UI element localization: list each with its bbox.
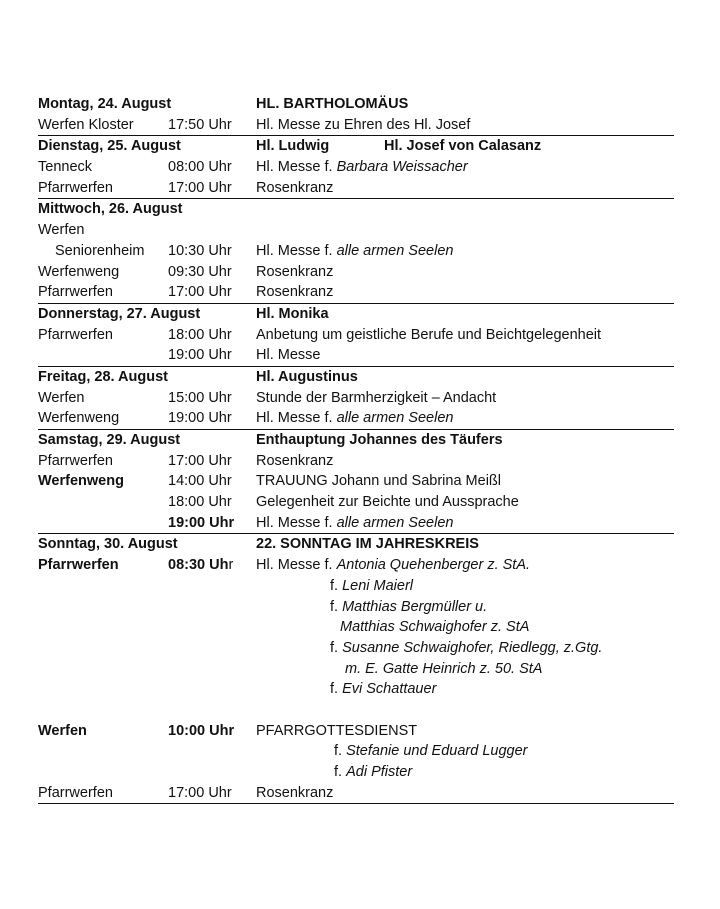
feast-label: Hl. Monika xyxy=(256,305,329,322)
intention-row xyxy=(38,638,674,659)
service-row xyxy=(38,115,674,136)
service-type: Hl. Messe f. xyxy=(256,557,337,574)
place-row xyxy=(38,220,674,241)
time: 15:00 Uhr xyxy=(168,389,232,406)
time: 17:50 Uhr xyxy=(168,116,232,133)
intention: Matthias Bergmüller u. xyxy=(342,598,488,615)
place: Pfarrwerfen xyxy=(38,557,119,574)
intention-line xyxy=(334,741,528,762)
service-text: Rosenkranz xyxy=(256,284,334,301)
feast-label: HL. BARTHOLOMÄUS xyxy=(256,96,409,112)
feast-label: 22. SONNTAG IM JAHRESKREIS xyxy=(256,536,479,553)
day-header-row xyxy=(38,430,674,451)
intention-row xyxy=(38,576,674,597)
time-rest: r xyxy=(228,557,234,574)
day-header-row xyxy=(38,367,674,388)
intention-line xyxy=(330,679,436,700)
service-type: Hl. Messe f. xyxy=(256,159,337,176)
service-type: Hl. Messe f. xyxy=(256,514,337,531)
place: Werfen xyxy=(38,222,85,239)
day-header-row xyxy=(38,136,674,157)
service-row xyxy=(38,721,674,742)
intention: m. E. Gatte Heinrich z. 50. StA xyxy=(345,660,543,677)
feast-label: Hl. Ludwig xyxy=(256,138,330,155)
place: Tenneck xyxy=(38,159,93,176)
intention-row xyxy=(38,679,674,700)
time: 19:00 Uhr xyxy=(168,410,232,427)
place: Pfarrwerfen xyxy=(38,284,113,301)
place: Werfenweng xyxy=(38,410,120,427)
day-label: Sonntag, 30. August xyxy=(38,536,178,553)
service-text: Rosenkranz xyxy=(256,452,334,469)
day-label: Samstag, 29. August xyxy=(38,432,181,448)
spacer xyxy=(38,700,674,721)
intention: Stefanie und Eduard Lugger xyxy=(346,743,528,760)
place: Werfen xyxy=(38,389,85,406)
time: 09:30 Uhr xyxy=(168,263,232,280)
service-text: Rosenkranz xyxy=(256,179,334,196)
feast-label: Hl. Augustinus xyxy=(256,368,358,385)
service-row xyxy=(38,178,674,199)
time: 10:30 Uhr xyxy=(168,242,232,259)
day-label: Donnerstag, 27. August xyxy=(38,305,201,322)
intention: Evi Schattauer xyxy=(342,681,437,698)
intention: Matthias Schwaighofer z. StA xyxy=(340,619,530,636)
intention-row xyxy=(38,741,674,762)
intention-line xyxy=(330,638,602,659)
time: 14:00 Uhr xyxy=(168,473,232,490)
service-text: TRAUUNG Johann und Sabrina Meißl xyxy=(256,473,501,490)
service-row xyxy=(38,157,674,178)
time xyxy=(168,555,233,576)
place: Pfarrwerfen xyxy=(38,326,113,343)
service-row xyxy=(38,345,674,366)
place: Seniorenheim xyxy=(55,242,145,259)
time: 10:00 Uhr xyxy=(168,722,235,739)
service-row xyxy=(38,783,674,804)
service-row xyxy=(38,451,674,472)
service-text: Gelegenheit zur Beichte und Aussprache xyxy=(256,494,519,511)
service-text xyxy=(256,408,453,429)
time: 19:00 Uhr xyxy=(168,514,235,531)
time: 08:00 Uhr xyxy=(168,159,232,176)
intention-prefix: f. xyxy=(334,743,347,760)
service-row xyxy=(38,513,674,534)
divider xyxy=(38,803,674,804)
intention: Leni Maierl xyxy=(342,577,414,594)
time: 18:00 Uhr xyxy=(168,494,232,511)
service-row xyxy=(38,492,674,513)
day-label: Montag, 24. August xyxy=(38,96,172,112)
intention-prefix: f. xyxy=(334,764,347,780)
service-text xyxy=(256,513,453,534)
intention: alle armen Seelen xyxy=(336,410,454,427)
intention-row xyxy=(38,617,674,638)
intention-row xyxy=(38,659,674,680)
day-header-row xyxy=(38,94,674,115)
place: Pfarrwerfen xyxy=(38,452,113,469)
place: Werfenweng xyxy=(38,473,124,490)
service-text xyxy=(256,157,468,178)
service-type: Hl. Messe f. xyxy=(256,410,337,427)
service-row xyxy=(38,555,674,576)
intention: Susanne Schwaighofer, Riedlegg, z.Gtg. xyxy=(342,639,603,656)
time: 17:00 Uhr xyxy=(168,179,232,196)
intention-prefix: f. xyxy=(330,577,343,594)
day-label: Freitag, 28. August xyxy=(38,368,168,385)
service-text xyxy=(256,555,530,576)
intention: Antonia Quehenberger z. StA. xyxy=(336,557,531,574)
service-text: Anbetung um geistliche Berufe und Beichtgelegenheit xyxy=(256,326,602,343)
place: Werfenweng xyxy=(38,263,120,280)
feast-label-2: Hl. Josef von Calasanz xyxy=(384,138,542,155)
service-row xyxy=(38,408,674,429)
place: Pfarrwerfen xyxy=(38,784,113,801)
service-text: Hl. Messe xyxy=(256,347,321,364)
service-text: Hl. Messe zu Ehren des Hl. Josef xyxy=(256,116,471,133)
place: Werfen Kloster xyxy=(38,116,134,133)
intention: alle armen Seelen xyxy=(336,514,454,531)
service-row xyxy=(38,325,674,346)
service-text: Stunde der Barmherzigkeit – Andacht xyxy=(256,389,497,406)
schedule-table xyxy=(38,94,674,804)
day-header-row xyxy=(38,534,674,555)
service-text: Rosenkranz xyxy=(256,263,334,280)
day-header-row xyxy=(38,199,674,220)
day-label: Dienstag, 25. August xyxy=(38,138,181,155)
service-row xyxy=(38,471,674,492)
service-row xyxy=(38,282,674,303)
time: 19:00 Uhr xyxy=(168,347,232,364)
intention-prefix: f. xyxy=(330,681,343,698)
day-label: Mittwoch, 26. August xyxy=(38,201,183,218)
time: 17:00 Uhr xyxy=(168,452,232,469)
time: 17:00 Uhr xyxy=(168,284,232,301)
intention-row xyxy=(38,597,674,618)
service-row xyxy=(38,388,674,409)
intention-line xyxy=(334,762,412,783)
intention-row xyxy=(38,762,674,783)
intention: Adi Pfister xyxy=(346,764,413,780)
intention-line xyxy=(330,576,413,597)
place: Werfen xyxy=(38,722,87,739)
day-header-row xyxy=(38,304,674,325)
service-row xyxy=(38,262,674,283)
intention-line xyxy=(330,597,487,618)
time: 17:00 Uhr xyxy=(168,784,232,801)
feast-label: Enthauptung Johannes des Täufers xyxy=(256,432,503,448)
service-text xyxy=(256,241,453,262)
service-text: Rosenkranz xyxy=(256,784,334,801)
intention-prefix: f. xyxy=(330,639,343,656)
place: Pfarrwerfen xyxy=(38,179,113,196)
service-text: PFARRGOTTESDIENST xyxy=(256,722,418,739)
time-bold: 08:30 Uh xyxy=(168,557,229,574)
service-row xyxy=(38,241,674,262)
service-type: Hl. Messe f. xyxy=(256,242,337,259)
intention: Barbara Weissacher xyxy=(336,159,468,176)
intention: alle armen Seelen xyxy=(336,242,454,259)
time: 18:00 Uhr xyxy=(168,326,232,343)
intention-prefix: f. xyxy=(330,598,343,615)
